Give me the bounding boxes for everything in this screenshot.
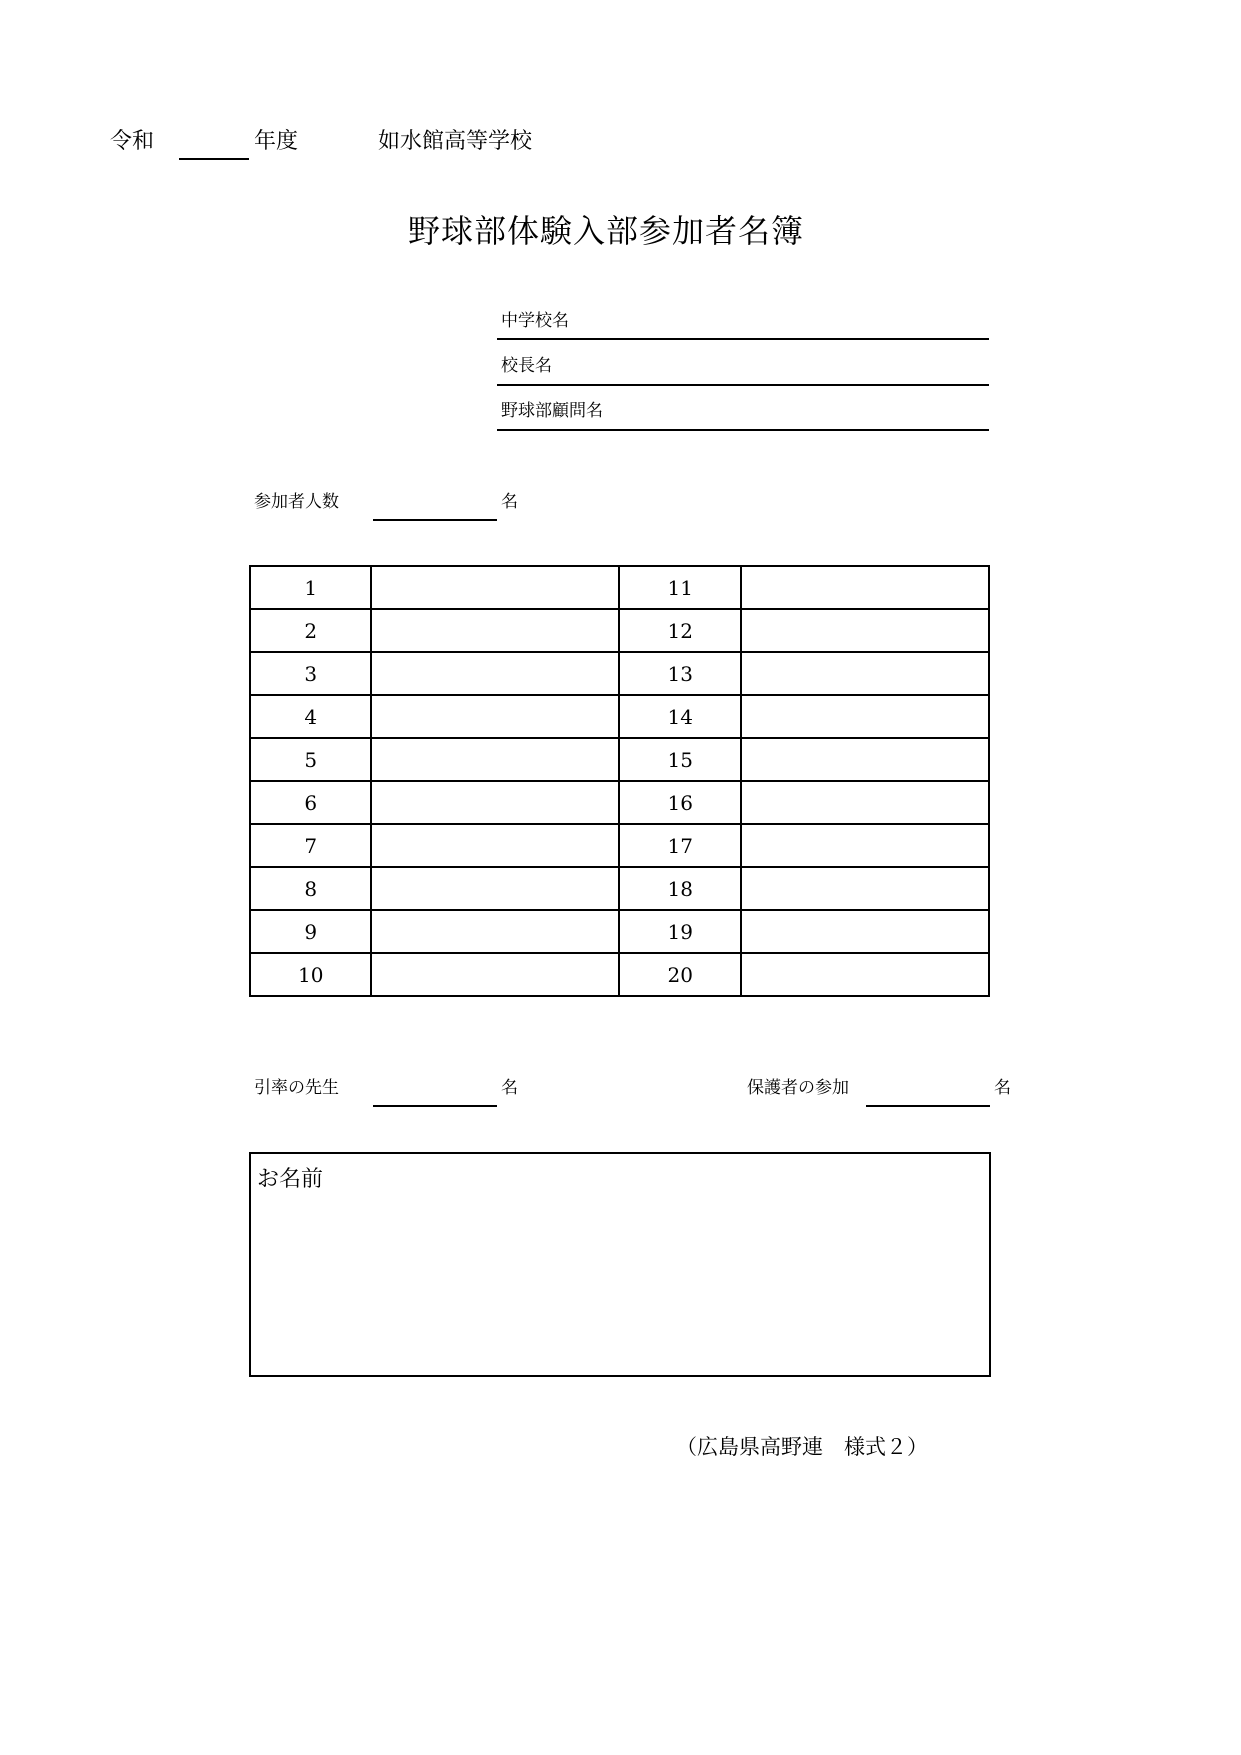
name-cell[interactable] bbox=[371, 867, 619, 910]
name-cell[interactable] bbox=[371, 781, 619, 824]
table-row bbox=[250, 652, 989, 695]
table-row bbox=[250, 824, 989, 867]
name-cell[interactable] bbox=[371, 910, 619, 953]
row-number: 11 bbox=[619, 566, 740, 609]
name-cell[interactable] bbox=[371, 738, 619, 781]
page-title: 野球部体験入部参加者名簿 bbox=[408, 212, 805, 250]
row-number: 17 bbox=[619, 824, 740, 867]
name-box[interactable] bbox=[249, 1152, 991, 1377]
era-label: 令和 bbox=[110, 129, 155, 154]
row-number: 4 bbox=[250, 695, 371, 738]
junior-high-name-line[interactable] bbox=[497, 338, 989, 340]
name-cell[interactable] bbox=[741, 910, 989, 953]
school-name: 如水館高等学校 bbox=[378, 129, 533, 154]
name-cell[interactable] bbox=[741, 652, 989, 695]
row-number: 3 bbox=[250, 652, 371, 695]
junior-high-name-label: 中学校名 bbox=[501, 311, 569, 331]
name-cell[interactable] bbox=[741, 824, 989, 867]
row-number: 16 bbox=[619, 781, 740, 824]
participant-count-line[interactable] bbox=[373, 519, 497, 521]
name-cell[interactable] bbox=[371, 824, 619, 867]
principal-name-label: 校長名 bbox=[501, 356, 552, 376]
roster-table bbox=[249, 565, 990, 997]
teacher-count-label: 引率の先生 bbox=[254, 1078, 339, 1098]
row-number: 9 bbox=[250, 910, 371, 953]
participant-count-label: 参加者人数 bbox=[254, 492, 339, 512]
name-cell[interactable] bbox=[371, 695, 619, 738]
row-number: 8 bbox=[250, 867, 371, 910]
teacher-count-line[interactable] bbox=[373, 1105, 497, 1107]
name-cell[interactable] bbox=[371, 652, 619, 695]
participant-count-unit: 名 bbox=[501, 492, 518, 512]
name-cell[interactable] bbox=[371, 609, 619, 652]
row-number: 14 bbox=[619, 695, 740, 738]
name-cell[interactable] bbox=[741, 867, 989, 910]
name-cell[interactable] bbox=[741, 609, 989, 652]
row-number: 12 bbox=[619, 609, 740, 652]
row-number: 6 bbox=[250, 781, 371, 824]
name-cell[interactable] bbox=[741, 738, 989, 781]
row-number: 1 bbox=[250, 566, 371, 609]
table-row bbox=[250, 867, 989, 910]
table-row bbox=[250, 609, 989, 652]
year-suffix-label: 年度 bbox=[254, 129, 299, 154]
row-number: 18 bbox=[619, 867, 740, 910]
guardian-count-line[interactable] bbox=[866, 1105, 990, 1107]
row-number: 20 bbox=[619, 953, 740, 996]
name-cell[interactable] bbox=[741, 781, 989, 824]
table-row bbox=[250, 781, 989, 824]
name-cell[interactable] bbox=[741, 953, 989, 996]
row-number: 5 bbox=[250, 738, 371, 781]
name-cell[interactable] bbox=[741, 566, 989, 609]
guardian-count-label: 保護者の参加 bbox=[747, 1078, 849, 1098]
table-row bbox=[250, 910, 989, 953]
row-number: 15 bbox=[619, 738, 740, 781]
advisor-name-label: 野球部顧問名 bbox=[501, 401, 603, 421]
advisor-name-line[interactable] bbox=[497, 429, 989, 431]
row-number: 13 bbox=[619, 652, 740, 695]
table-row bbox=[250, 566, 989, 609]
table-row bbox=[250, 695, 989, 738]
principal-name-line[interactable] bbox=[497, 384, 989, 386]
name-cell[interactable] bbox=[371, 953, 619, 996]
table-row bbox=[250, 953, 989, 996]
row-number: 7 bbox=[250, 824, 371, 867]
row-number: 19 bbox=[619, 910, 740, 953]
teacher-count-unit: 名 bbox=[501, 1078, 518, 1098]
name-cell[interactable] bbox=[371, 566, 619, 609]
year-blank-line[interactable] bbox=[179, 158, 249, 160]
guardian-count-unit: 名 bbox=[994, 1078, 1011, 1098]
form-reference: （広島県高野連 様式２） bbox=[676, 1435, 928, 1459]
name-box-label: お名前 bbox=[257, 1167, 324, 1192]
name-cell[interactable] bbox=[741, 695, 989, 738]
table-row bbox=[250, 738, 989, 781]
row-number: 10 bbox=[250, 953, 371, 996]
row-number: 2 bbox=[250, 609, 371, 652]
